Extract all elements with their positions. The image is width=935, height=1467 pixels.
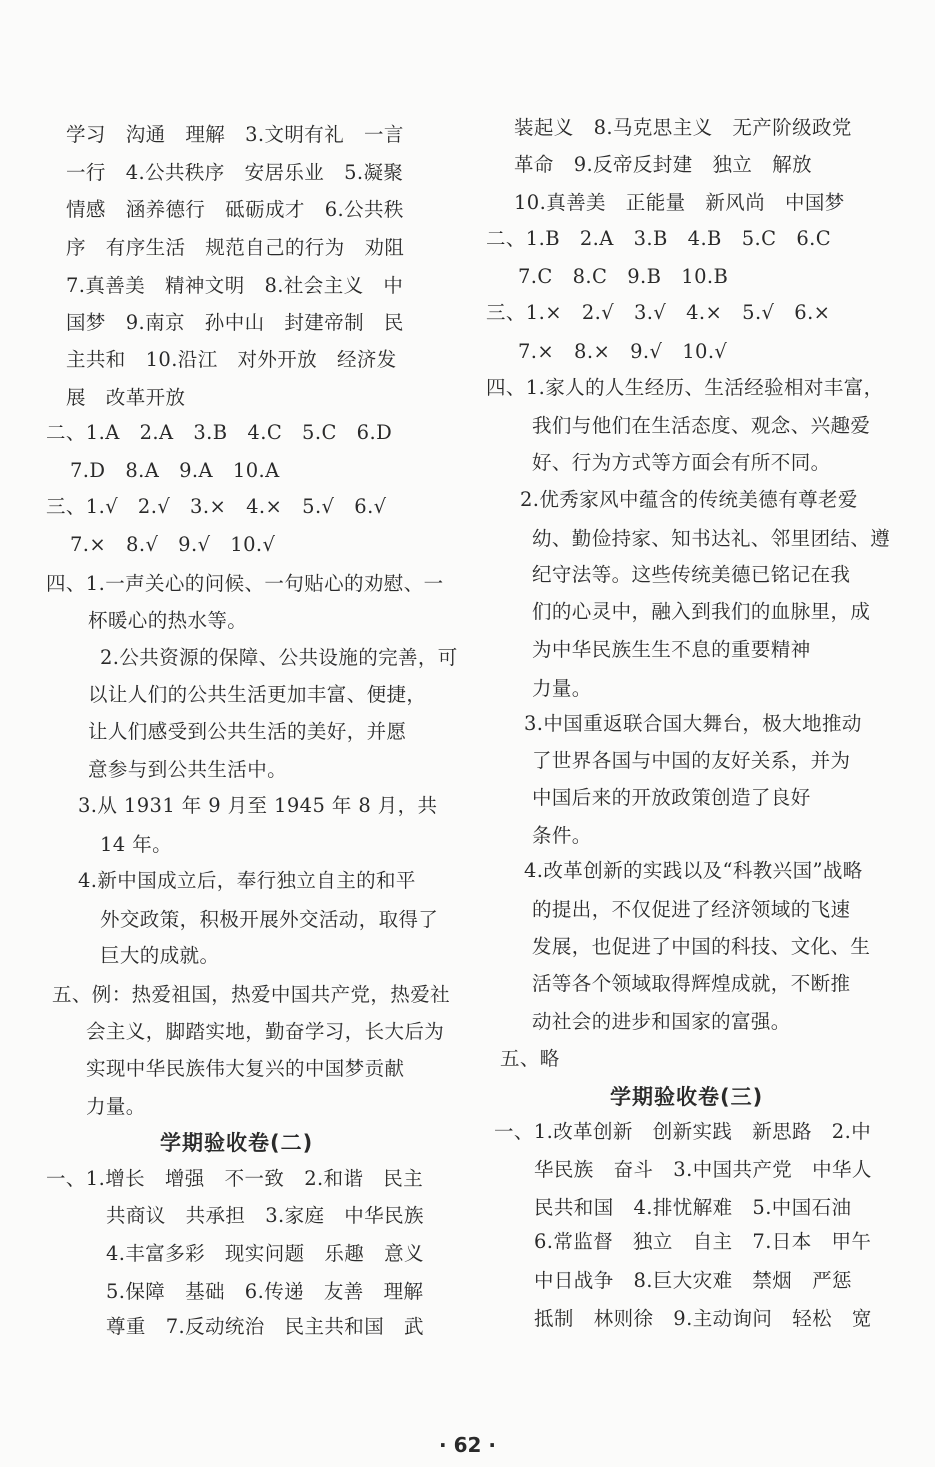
right-answer-line: 6.常监督 独立 自主 7.日本 甲午 [534,1230,872,1253]
right-answer-line: 7.C 8.C 9.B 10.B [518,265,729,288]
right-answer-line: 中日战争 8.巨大灾难 禁烟 严惩 [534,1269,852,1292]
left-answer-line: 实现中华民族伟大复兴的中国梦贡献 [86,1057,405,1080]
right-answer-line: 3.中国重返联合国大舞台，极大地推动 [524,712,862,735]
left-answer-line: 巨大的成就。 [100,944,220,967]
right-answer-line: 4.改革创新的实践以及“科教兴国”战略 [524,859,863,882]
right-answer-line: 四、1.家人的人生经历、生活经验相对丰富， [486,376,884,399]
right-answer-line: 抵制 林则徐 9.主动询问 轻松 宽 [534,1307,872,1330]
left-answer-line: 会主义，脚踏实地，勤奋学习，长大后为 [86,1020,445,1043]
left-answer-line: 情感 涵养德行 砥砺成才 6.公共秩 [66,198,404,221]
left-answer-line: 主共和 10.沿江 对外开放 经济发 [66,348,397,371]
right-answer-line: 发展，也促进了中国的科技、文化、生 [532,935,871,958]
left-answer-line: 国梦 9.南京 孙中山 封建帝制 民 [66,311,404,334]
left-answer-line: 14 年。 [100,833,173,856]
left-answer-line: 一、1.增长 增强 不一致 2.和谐 民主 [46,1167,424,1190]
right-answer-line: 装起义 8.马克思主义 无产阶级政党 [514,116,852,139]
right-answer-line: 7.× 8.× 9.√ 10.√ [518,340,728,363]
right-answer-line: 活等各个领域取得辉煌成就，不断推 [532,972,851,995]
right-answer-line: 革命 9.反帝反封建 独立 解放 [514,153,813,176]
right-answer-line: 纪守法等。这些传统美德已铭记在我 [532,563,851,586]
left-answer-line: 4.丰富多彩 现实问题 乐趣 意义 [106,1242,424,1265]
left-answer-line: 意参与到公共生活中。 [88,758,288,781]
left-answer-line: 7.D 8.A 9.A 10.A [70,459,280,482]
right-answer-line: 好、行为方式等方面会有所不同。 [532,451,831,474]
left-answer-line: 二、1.A 2.A 3.B 4.C 5.C 6.D [46,421,393,444]
right-answer-line: 们的心灵中，融入到我们的血脉里，成 [532,600,871,623]
left-answer-line: 7.× 8.√ 9.√ 10.√ [70,533,276,556]
left-section-heading: 学期验收卷(二) [160,1131,314,1155]
right-answer-line: 条件。 [532,824,592,847]
left-answer-line: 4.新中国成立后，奉行独立自主的和平 [78,869,416,892]
right-answer-line: 华民族 奋斗 3.中国共产党 中华人 [534,1158,872,1181]
right-answer-line: 的提出，不仅促进了经济领域的飞速 [532,898,851,921]
right-answer-line: 力量。 [532,677,592,700]
right-answer-line: 中国后来的开放政策创造了良好 [532,786,811,809]
page-number: · 62 · [439,1433,496,1457]
left-answer-line: 2.公共资源的保障、公共设施的完善，可 [100,646,458,669]
right-answer-line: 五、略 [500,1047,560,1070]
right-answer-line: 了世界各国与中国的友好关系，并为 [532,749,851,772]
right-answer-line: 10.真善美 正能量 新风尚 中国梦 [514,191,845,214]
left-answer-line: 学习 沟通 理解 3.文明有礼 一言 [66,123,404,146]
left-answer-line: 5.保障 基础 6.传递 友善 理解 [106,1280,424,1303]
left-answer-line: 展 改革开放 [66,386,186,409]
right-answer-line: 三、1.× 2.√ 3.√ 4.× 5.√ 6.× [486,301,831,324]
right-answer-line: 二、1.B 2.A 3.B 4.B 5.C 6.C [486,227,832,250]
left-answer-line: 共商议 共承担 3.家庭 中华民族 [106,1204,424,1227]
left-answer-line: 力量。 [86,1095,146,1118]
right-answer-line: 民共和国 4.排忧解难 5.中国石油 [534,1196,852,1219]
left-answer-line: 让人们感受到公共生活的美好，并愿 [88,720,407,743]
left-answer-line: 三、1.√ 2.√ 3.× 4.× 5.√ 6.√ [46,495,387,518]
left-answer-line: 7.真善美 精神文明 8.社会主义 中 [66,274,404,297]
right-answer-line: 幼、勤俭持家、知书达礼、邻里团结、遵 [532,527,891,550]
left-answer-line: 外交政策，积极开展外交活动，取得了 [100,908,439,931]
right-answer-line: 动社会的进步和国家的富强。 [532,1010,791,1033]
left-answer-line: 3.从 1931 年 9 月至 1945 年 8 月，共 [78,794,438,817]
left-answer-line: 四、1.一声关心的问候、一句贴心的劝慰、一 [46,572,444,595]
left-answer-line: 杯暖心的热水等。 [88,609,248,632]
left-answer-line: 尊重 7.反动统治 民主共和国 武 [106,1315,424,1338]
left-answer-line: 以让人们的公共生活更加丰富、便捷， [88,683,427,706]
right-answer-line: 我们与他们在生活态度、观念、兴趣爱 [532,414,871,437]
right-answer-line: 一、1.改革创新 创新实践 新思路 2.中 [494,1120,872,1143]
left-answer-line: 五、例：热爱祖国，热爱中国共产党，热爱社 [52,983,451,1006]
right-answer-line: 为中华民族生生不息的重要精神 [532,638,811,661]
left-answer-line: 一行 4.公共秩序 安居乐业 5.凝聚 [66,161,404,184]
right-section-heading: 学期验收卷(三) [610,1085,764,1109]
right-answer-line: 2.优秀家风中蕴含的传统美德有尊老爱 [520,488,858,511]
left-answer-line: 序 有序生活 规范自己的行为 劝阻 [66,236,405,259]
